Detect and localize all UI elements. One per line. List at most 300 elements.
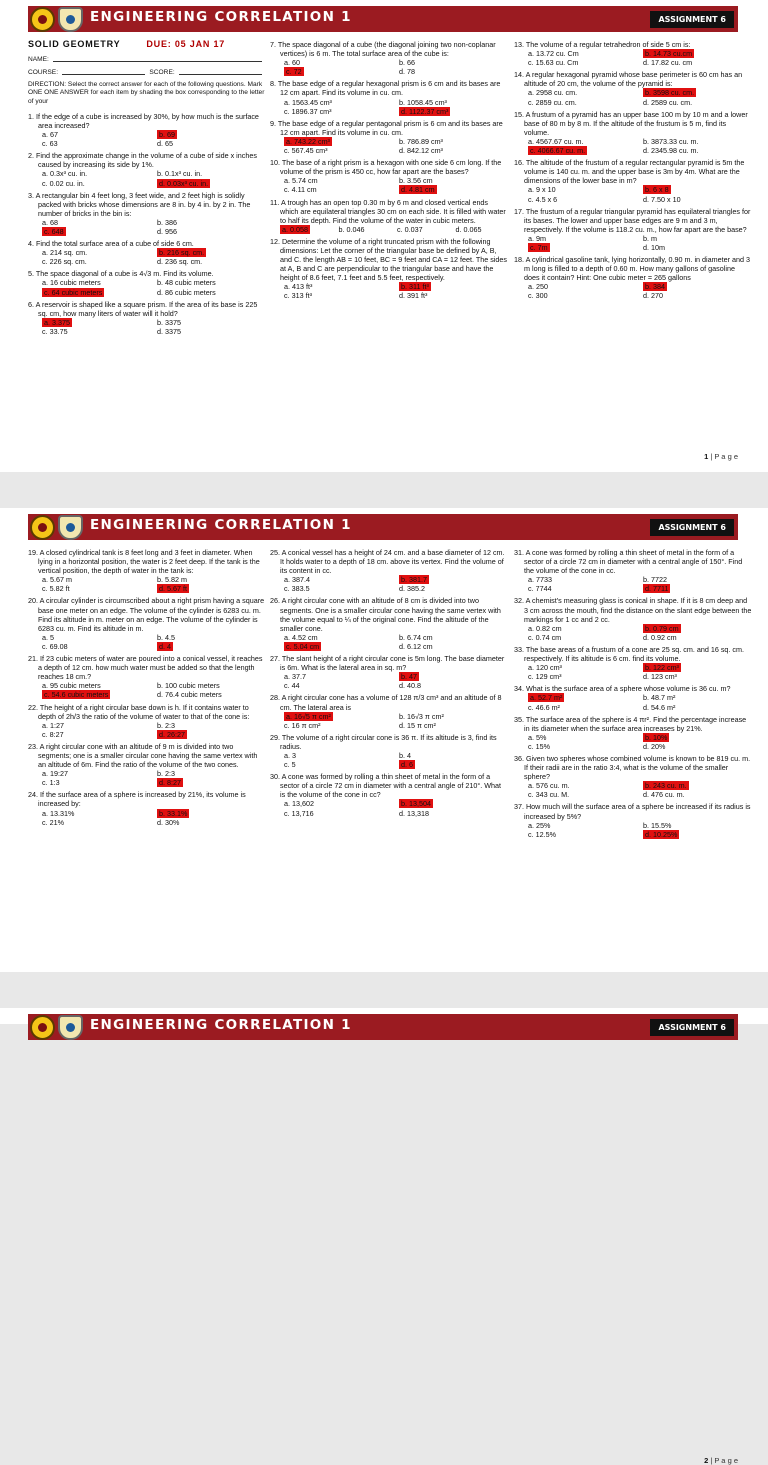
answer-option[interactable]: [643, 742, 752, 751]
answer-option[interactable]: [399, 751, 508, 760]
answer-option[interactable]: [284, 67, 393, 76]
answer-option[interactable]: [284, 681, 393, 690]
option-label: a. 5.67 m: [42, 575, 72, 585]
highlighted-answer: c. 4066.67 cu. m.: [530, 146, 586, 156]
answer-option[interactable]: [643, 663, 752, 672]
answer-option[interactable]: [284, 176, 393, 185]
answer-option[interactable]: [157, 633, 266, 642]
question-list: [514, 548, 752, 839]
question-text: 33. The base areas of a frustum of a cone are 25 sq. cm. and 16 sq. cm. respectively. If its altitude is 6 cm. find its volume.: [514, 644, 744, 664]
option-label: b. 3873.33 cu. m.: [643, 136, 699, 146]
option-label: a. 1563.45 cm³: [284, 97, 332, 107]
answer-option[interactable]: [284, 633, 393, 642]
answer-option[interactable]: [528, 185, 637, 194]
question-text: 28. A right circular cone has a volume of 128 π/3 cm³ and an altitude of 8 cm. The lateral area is: [270, 693, 502, 712]
option-label: a. 16 cubic meters: [42, 278, 101, 288]
question-item: [514, 70, 752, 106]
option-label: a. 576 cu. m.: [528, 781, 570, 791]
answer-option[interactable]: [284, 107, 393, 116]
option-label: b. 386: [157, 217, 177, 227]
answer-option[interactable]: [643, 830, 752, 839]
answer-option[interactable]: [528, 195, 637, 204]
question-text: 30. A cone was formed by rolling a thin sheet of metal in the form of a sector of a circle 72 cm in diameter with a central angle of 210°. What is the volume of the cone in cc?: [270, 772, 501, 800]
answer-option[interactable]: [157, 327, 266, 336]
question-text: 3. A rectangular bin 4 feet long, 3 feet wide, and 2 feet high is solidly packed with bricks whose dimensions are 8 in. by 4 in. by 2 in. The number of bricks in the bin is:: [28, 190, 251, 218]
highlighted-answer: d. 10.25%: [645, 829, 678, 839]
answer-option[interactable]: [643, 624, 752, 633]
answer-options: [514, 821, 752, 839]
answer-options: [28, 130, 266, 148]
answer-option[interactable]: [284, 575, 393, 584]
answer-option[interactable]: [284, 58, 393, 67]
answer-option[interactable]: [643, 733, 752, 742]
option-label: c. 2859 cu. cm.: [528, 97, 577, 107]
option-label: d. 6.12 cm: [399, 641, 433, 651]
answer-option[interactable]: [643, 58, 752, 67]
highlighted-answer: d. 26:27: [159, 729, 185, 739]
question-text: 34. What is the surface area of a sphere whose volume is 36 cu. m?: [514, 684, 731, 694]
option-label: a. 5: [42, 632, 54, 642]
score-label: SCORE:: [149, 69, 175, 77]
answer-option[interactable]: [399, 642, 508, 651]
highlighted-answer: d. 7711: [645, 584, 669, 594]
direction-text: DIRECTION: Select the correct answer for each of the following questions. Mark ONE ONE ANSWER for each item by shading the box corresponding to the letter of your: [28, 81, 265, 105]
question-item: [28, 191, 266, 236]
question-list: [28, 112, 266, 336]
answer-option[interactable]: [42, 139, 151, 148]
answer-options: [28, 318, 266, 336]
highlighted-answer: c. 64 cubic meters: [44, 287, 103, 297]
question-text: 7. The space diagonal of a cube (the diagonal joining two non-coplanar vertices) is 6 m. The total surface area of the cube is:: [270, 40, 496, 59]
question-list: [28, 548, 266, 827]
option-label: b. 3.56 cm: [399, 176, 433, 186]
answer-option[interactable]: [399, 137, 508, 146]
answer-options: [28, 769, 266, 787]
answer-option[interactable]: [643, 821, 752, 830]
option-label: b. 1058.45 cm³: [399, 97, 447, 107]
answer-option[interactable]: [157, 769, 266, 778]
answer-option[interactable]: [157, 130, 266, 139]
answer-option[interactable]: [284, 642, 393, 651]
answer-option[interactable]: [284, 282, 393, 291]
highlighted-answer: b. 384: [645, 282, 665, 292]
answer-options: [514, 733, 752, 751]
question-item: [514, 158, 752, 203]
answer-option[interactable]: [284, 721, 393, 730]
answer-option[interactable]: [528, 830, 637, 839]
page-number: 1 | P a g e: [704, 452, 738, 461]
option-label: c. 4.11 cm: [284, 185, 317, 195]
answer-option[interactable]: [643, 575, 752, 584]
option-label: a. 67: [42, 130, 58, 140]
answer-option[interactable]: [42, 248, 151, 257]
column-2: [270, 548, 508, 821]
answer-option[interactable]: [643, 234, 752, 243]
answer-option[interactable]: [528, 137, 637, 146]
answer-option[interactable]: [399, 291, 508, 300]
question-text: 22. The height of a right circular base down is h. If it contains water to depth of 2h/3 the ratio of the volume of water to that of the cone is:: [28, 702, 250, 721]
answer-option[interactable]: [399, 681, 508, 690]
answer-option[interactable]: [528, 693, 637, 702]
option-label: d. 15 π cm²: [399, 720, 436, 730]
option-label: c. 12.5%: [528, 829, 556, 839]
highlighted-answer: d. 5.67 ft: [159, 584, 187, 594]
answer-option[interactable]: [643, 98, 752, 107]
answer-options: [270, 176, 508, 194]
option-label: a. 120 cm³: [528, 663, 562, 673]
question-text: 19. A closed cylindrical tank is 8 feet long and 3 feet in diameter. When lying in a horizontal position, the water is 2 feet deep. If the tank is the vertical position, the depth of water in the tank is:: [28, 548, 260, 576]
answer-option[interactable]: [643, 185, 752, 194]
option-label: c. 8:27: [42, 729, 64, 739]
question-item: [28, 239, 266, 266]
answer-option[interactable]: [157, 681, 266, 690]
option-label: c. 300: [528, 291, 548, 301]
highlighted-answer: a. 3.375: [44, 317, 70, 327]
question-text: 14. A regular hexagonal pyramid whose base perimeter is 60 cm has an altitude of 20 cm, the volume of the pyramid is:: [514, 70, 743, 89]
question-item: [270, 198, 508, 234]
answer-option[interactable]: [528, 58, 637, 67]
answer-option[interactable]: [42, 227, 151, 236]
option-label: b. 4: [399, 750, 411, 760]
highlighted-answer: c. 648: [44, 227, 64, 237]
highlighted-answer: b. 33.1%: [159, 808, 188, 818]
answer-option[interactable]: [528, 733, 637, 742]
option-label: a. 3: [284, 750, 296, 760]
answer-option[interactable]: [42, 818, 151, 827]
question-text: 26. A right circular cone with an altitude of 8 cm is divided into two segments. One is a smaller circular cone having the same vertex with the volume equal to ¼ of the original cone. Find the altitude of the smaller cone.: [270, 596, 501, 633]
answer-option[interactable]: [157, 257, 266, 266]
highlighted-answer: b. 216 sq. cm.: [159, 248, 205, 258]
answer-option[interactable]: [399, 799, 508, 808]
shield-logo-icon: [58, 7, 83, 32]
answer-option[interactable]: [42, 642, 151, 651]
option-label: a. 95 cubic meters: [42, 681, 101, 691]
question-list: [270, 40, 508, 301]
answer-option[interactable]: [528, 575, 637, 584]
answer-option[interactable]: [42, 130, 151, 139]
answer-option[interactable]: [280, 225, 333, 234]
answer-option[interactable]: [42, 730, 151, 739]
option-label: b. 15.5%: [643, 820, 672, 830]
question-item: [270, 158, 508, 194]
question-item: [514, 548, 752, 593]
option-label: d. 20%: [643, 741, 666, 751]
answer-option[interactable]: [528, 234, 637, 243]
answer-option[interactable]: [284, 98, 393, 107]
answer-option[interactable]: [528, 49, 637, 58]
option-label: b. 5.82 m: [157, 575, 187, 585]
answer-option[interactable]: [284, 760, 393, 769]
page-3-partial: [0, 1008, 768, 1033]
question-text: 35. The surface area of the sphere is 4 πr². Find the percentage increase in its diameter when the surface area increases by 21%.: [514, 714, 747, 733]
answer-option[interactable]: [42, 288, 151, 297]
answer-option[interactable]: [284, 584, 393, 593]
answer-option[interactable]: [399, 721, 508, 730]
answer-option[interactable]: [157, 690, 266, 699]
highlighted-answer: a. 52.7 m²: [530, 693, 563, 703]
answer-option[interactable]: [643, 633, 752, 642]
answer-option[interactable]: [528, 672, 637, 681]
question-text: 5. The space diagonal of a cube is 4√3 m. Find its volume.: [28, 269, 214, 279]
answer-option[interactable]: [528, 703, 637, 712]
option-label: c. 33.75: [42, 326, 68, 336]
answer-option[interactable]: [528, 663, 637, 672]
option-label: d. 0.065: [455, 224, 482, 234]
answer-option[interactable]: [399, 67, 508, 76]
answer-options: [28, 721, 266, 739]
answer-option[interactable]: [42, 327, 151, 336]
question-text: 10. The base of a right prism is a hexagon with one side 6 cm long. If the volume of the prism is 450 cc, how far apart are the bases?: [270, 158, 502, 177]
answer-option[interactable]: [42, 633, 151, 642]
answer-option[interactable]: [528, 584, 637, 593]
answer-option[interactable]: [456, 225, 509, 234]
highlighted-answer: b. 14.73 cu.cm: [645, 49, 693, 59]
question-item: [514, 110, 752, 155]
answer-option[interactable]: [528, 291, 637, 300]
answer-option[interactable]: [157, 575, 266, 584]
answer-option[interactable]: [399, 58, 508, 67]
answer-option[interactable]: [42, 769, 151, 778]
column-3: [514, 548, 752, 842]
option-label: c. 63: [42, 139, 58, 149]
answer-options: [514, 88, 752, 106]
answer-options: [28, 278, 266, 296]
highlighted-answer: b. 47: [401, 672, 417, 682]
highlighted-answer: b. 13,504: [401, 799, 431, 809]
answer-option[interactable]: [42, 681, 151, 690]
name-label: NAME:: [28, 56, 49, 64]
answer-option[interactable]: [528, 146, 637, 155]
answer-options: [28, 681, 266, 699]
answer-option[interactable]: [157, 730, 266, 739]
answer-option[interactable]: [42, 584, 151, 593]
answer-option[interactable]: [284, 137, 393, 146]
answer-option[interactable]: [643, 672, 752, 681]
answer-option[interactable]: [157, 778, 266, 787]
answer-option[interactable]: [42, 169, 151, 178]
question-text: 11. A trough has an open top 0.30 m by 6 m and closed vertical ends which are equilateral triangles 30 cm on each side. It is filled with water to half its depth. Find the volume of the water in cubic meters.: [270, 197, 506, 225]
answer-option[interactable]: [284, 672, 393, 681]
answer-option[interactable]: [643, 781, 752, 790]
answer-option[interactable]: [42, 809, 151, 818]
answer-option[interactable]: [157, 288, 266, 297]
answer-option[interactable]: [42, 257, 151, 266]
answer-option[interactable]: [528, 282, 637, 291]
option-label: a. 250: [528, 282, 548, 292]
column-2: [270, 40, 508, 304]
answer-option[interactable]: [284, 291, 393, 300]
answer-options: [28, 809, 266, 827]
question-item: [28, 790, 266, 826]
logos: [30, 513, 83, 541]
question-item: [270, 596, 508, 651]
logos: [30, 1013, 83, 1041]
option-label: a. 214 sq. cm.: [42, 248, 88, 258]
answer-option[interactable]: [157, 721, 266, 730]
question-text: 12. Determine the volume of a right truncated prism with the following dimensions: Let the corner of the triangular base be defined by A, B, and C. the length AB = 10 feet, BC = 9 feet and CA = 12 feet. The sides at A, B and C are perpendicular to the triangular base and have the height of 8.6 feet, 7.1 feet and 5.5 feet, respectively.: [270, 236, 508, 283]
question-text: 25. A conical vessel has a height of 24 cm. and a base diameter of 12 cm. It holds water to a depth of 18 cm. above its vertex. Find the volume of its content in cc.: [270, 548, 505, 576]
answer-option[interactable]: [157, 218, 266, 227]
question-text: 29. The volume of a right circular cone is 36 π. If its altitude is 3, find its radius.: [270, 732, 497, 751]
option-label: b. 7722: [643, 575, 667, 585]
answer-option[interactable]: [528, 821, 637, 830]
answer-option[interactable]: [157, 278, 266, 287]
answer-options: [270, 751, 508, 769]
answer-option[interactable]: [157, 179, 266, 188]
option-label: c. 69.08: [42, 641, 68, 651]
question-list: [514, 40, 752, 301]
option-label: a. 13,602: [284, 799, 314, 809]
question-item: [28, 742, 266, 787]
answer-option[interactable]: [42, 218, 151, 227]
highlighted-answer: b. 10%: [645, 732, 668, 742]
answer-option[interactable]: [157, 139, 266, 148]
answer-option[interactable]: [42, 318, 151, 327]
answer-option[interactable]: [157, 318, 266, 327]
question-item: [270, 119, 508, 155]
answer-option[interactable]: [399, 98, 508, 107]
answer-option[interactable]: [399, 185, 508, 194]
name-field: [28, 55, 266, 64]
answer-option[interactable]: [157, 227, 266, 236]
answer-option[interactable]: [643, 146, 752, 155]
answer-option[interactable]: [643, 790, 752, 799]
answer-option[interactable]: [157, 169, 266, 178]
answer-option[interactable]: [157, 248, 266, 257]
answer-option[interactable]: [397, 225, 450, 234]
answer-option[interactable]: [399, 282, 508, 291]
option-label: b. 6.74 cm: [399, 632, 433, 642]
option-label: a. 4.52 cm: [284, 632, 318, 642]
answer-option[interactable]: [284, 712, 393, 721]
answer-option[interactable]: [399, 584, 508, 593]
option-label: b. 16√3 π cm²: [399, 711, 444, 721]
option-label: c. 313 ft³: [284, 291, 312, 301]
question-text: 8. The base edge of a regular hexagonal prism is 6 cm and its bases are 12 cm apart. Find its volume in cu. cm.: [270, 79, 501, 98]
question-item: [270, 548, 508, 593]
answer-option[interactable]: [528, 98, 637, 107]
answer-options: [514, 49, 752, 67]
option-label: c. 15.63 cu. Cm: [528, 58, 579, 68]
answer-option[interactable]: [284, 799, 393, 808]
answer-option[interactable]: [528, 243, 637, 252]
answer-option[interactable]: [42, 721, 151, 730]
answer-option[interactable]: [528, 88, 637, 97]
highlighted-answer: b. 0.79 cm: [645, 623, 679, 633]
question-text: 31. A cone was formed by rolling a thin sheet of metal in the form of a sector of a circle 72 cm in diameter with a central angle of 150°. Find the volume of the cone in cc.: [514, 548, 743, 576]
option-label: a. 13.72 cu. Cm: [528, 49, 579, 59]
answer-option[interactable]: [643, 584, 752, 593]
answer-option[interactable]: [399, 575, 508, 584]
answer-options: [270, 672, 508, 690]
answer-options: [514, 234, 752, 252]
option-label: b. 48.7 m²: [643, 693, 676, 703]
option-label: d. 65: [157, 139, 173, 149]
question-item: [514, 754, 752, 799]
option-label: c. 4.5 x 6: [528, 194, 558, 204]
answer-option[interactable]: [284, 751, 393, 760]
option-label: d. 76.4 cubic meters: [157, 690, 222, 700]
answer-option[interactable]: [157, 809, 266, 818]
answer-option[interactable]: [643, 703, 752, 712]
answer-option[interactable]: [643, 243, 752, 252]
option-label: a. 0.82 cm: [528, 623, 562, 633]
answer-option[interactable]: [643, 282, 752, 291]
answer-options: [270, 225, 508, 234]
answer-option[interactable]: [399, 809, 508, 818]
option-label: a. 25%: [528, 820, 551, 830]
question-item: [270, 79, 508, 115]
answer-option[interactable]: [643, 137, 752, 146]
answer-option[interactable]: [157, 642, 266, 651]
question-item: [270, 772, 508, 817]
answer-option[interactable]: [42, 278, 151, 287]
answer-option[interactable]: [284, 809, 393, 818]
question-text: 37. How much will the surface area of a sphere be increased if its radius is increased by 5%?: [514, 802, 751, 821]
answer-option[interactable]: [643, 49, 752, 58]
answer-option[interactable]: [399, 107, 508, 116]
answer-options: [270, 282, 508, 300]
highlighted-answer: c. 54.6 cubic meters: [44, 690, 109, 700]
answer-option[interactable]: [643, 88, 752, 97]
column-1: [28, 548, 266, 830]
column-3: [514, 40, 752, 304]
answer-option[interactable]: [528, 742, 637, 751]
question-item: [28, 269, 266, 296]
question-text: 23. A right circular cone with an altitude of 9 m is divided into two segments; one is a smaller circular cone having the same vertex with an altitude of 6m. Find the ratio of the volume of the two cones.: [28, 741, 258, 770]
answer-option[interactable]: [42, 575, 151, 584]
answer-option[interactable]: [528, 790, 637, 799]
option-label: c. 7744: [528, 584, 552, 594]
banner-title: ENGINEERING CORRELATION 1: [90, 1017, 352, 1033]
question-text: 27. The slant height of a right circular cone is 5m long. The base diameter is 6m. What is the lateral area in sq. m?: [270, 654, 505, 673]
answer-option[interactable]: [399, 672, 508, 681]
option-label: b. 3375: [157, 317, 181, 327]
answer-option[interactable]: [42, 778, 151, 787]
answer-option[interactable]: [399, 712, 508, 721]
answer-option[interactable]: [42, 179, 151, 188]
answer-option[interactable]: [339, 225, 392, 234]
answer-option[interactable]: [42, 690, 151, 699]
question-item: [514, 684, 752, 711]
answer-option[interactable]: [157, 818, 266, 827]
answer-option[interactable]: [399, 760, 508, 769]
answer-option[interactable]: [643, 693, 752, 702]
option-label: b. 4.5: [157, 632, 175, 642]
highlighted-answer: a. 16√5 π cm²: [286, 711, 331, 721]
answer-option[interactable]: [528, 633, 637, 642]
answer-option[interactable]: [643, 195, 752, 204]
option-label: b. 2:3: [157, 720, 175, 730]
answer-option[interactable]: [528, 781, 637, 790]
option-label: d. 476 cu. m.: [643, 790, 685, 800]
answer-option[interactable]: [643, 291, 752, 300]
course-line: [62, 68, 145, 75]
option-label: b. m: [643, 233, 657, 243]
question-text: 13. The volume of a regular tetrahedron of side 5 cm is:: [514, 40, 691, 49]
answer-option[interactable]: [528, 624, 637, 633]
answer-option[interactable]: [284, 185, 393, 194]
option-label: b. 48 cubic meters: [157, 278, 216, 288]
option-label: c. 44: [284, 681, 300, 691]
option-label: d. 842.12 cm³: [399, 146, 443, 156]
answer-option[interactable]: [157, 584, 266, 593]
answer-option[interactable]: [399, 176, 508, 185]
answer-option[interactable]: [399, 146, 508, 155]
answer-option[interactable]: [399, 633, 508, 642]
answer-option[interactable]: [284, 146, 393, 155]
option-label: d. 236 sq. cm.: [157, 257, 203, 267]
